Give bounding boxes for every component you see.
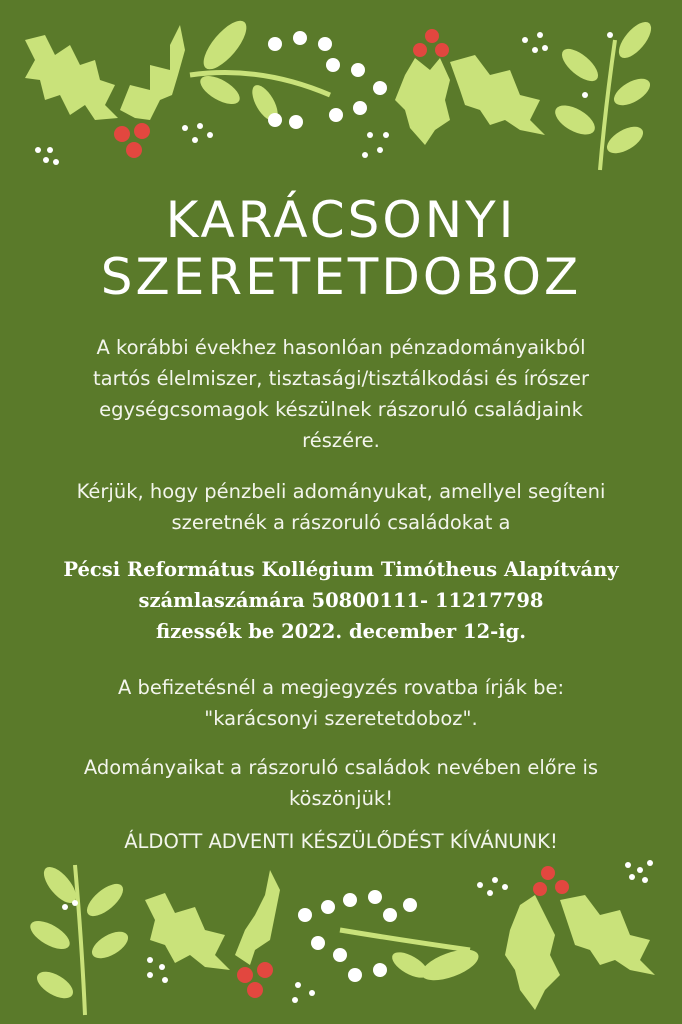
payment-details	[0, 554, 682, 647]
leaf-icon	[418, 943, 483, 986]
leaf-icon	[197, 14, 254, 75]
request-paragraph	[20, 476, 662, 538]
intro-line: A korábbi évekhez hasonlóan pénzadományaikból	[96, 336, 586, 359]
leaf-icon	[26, 915, 74, 954]
berry-icon	[413, 43, 427, 57]
holly-leaf-icon	[235, 870, 280, 965]
berry-icon	[368, 890, 382, 904]
berry-icon	[373, 81, 387, 95]
foundation-name: Pécsi Református Kollégium Timótheus Alapítvány	[63, 558, 619, 581]
holly-leaf-icon	[120, 25, 185, 120]
title-line-2: SZERETETDOBOZ	[100, 248, 582, 306]
berry-icon	[383, 908, 397, 922]
payment-deadline: fizessék be 2022. december 12-ig.	[155, 620, 527, 643]
closing-line: ÁLDOTT ADVENTI KÉSZÜLŐDÉST KÍVÁNUNK!	[124, 830, 558, 853]
berry-icon	[268, 37, 282, 51]
holly-leaf-icon	[560, 895, 655, 975]
berry-icon	[247, 982, 263, 998]
thanks-line: Adományaikat a rászoruló családok nevében előre is	[83, 756, 599, 779]
intro-line: egységcsomagok készülnek rászoruló családjaink	[99, 398, 583, 421]
account-number: számlaszámára 50800111- 11217798	[138, 589, 544, 612]
berry-icon	[533, 882, 547, 896]
berry-icon	[403, 898, 417, 912]
berry-icon	[351, 63, 365, 77]
berry-icon	[343, 893, 357, 907]
holly-leaf-icon	[450, 55, 545, 135]
berry-icon	[293, 31, 307, 45]
berry-icon	[326, 58, 340, 72]
holly-leaf-icon	[505, 895, 560, 1010]
note-line: "karácsonyi szeretetdoboz".	[204, 707, 478, 730]
berry-icon	[321, 900, 335, 914]
berry-icon	[348, 968, 362, 982]
thanks-line: köszönjük!	[288, 787, 394, 810]
berry-icon	[289, 115, 303, 129]
note-paragraph	[20, 672, 662, 734]
title-line-1: KARÁCSONYI	[165, 191, 517, 249]
berry-icon	[268, 113, 282, 127]
leaf-icon	[613, 17, 657, 64]
request-line: szeretnék a rászoruló családokat a	[171, 511, 511, 534]
berry-icon	[298, 908, 312, 922]
berry-icon	[435, 43, 449, 57]
bottom-holly-decoration	[0, 845, 682, 1024]
holly-leaf-icon	[145, 893, 230, 970]
top-holly-decoration	[0, 0, 682, 190]
berry-icon	[311, 936, 325, 950]
berry-icon	[425, 29, 439, 43]
intro-paragraph	[20, 332, 662, 456]
thanks-paragraph	[20, 752, 662, 814]
note-line: A befizetésnél a megjegyzés rovatba írják be:	[117, 676, 565, 699]
leaf-icon	[557, 43, 604, 87]
berry-icon	[541, 866, 555, 880]
berry-icon	[257, 962, 273, 978]
intro-line: részére.	[302, 429, 380, 452]
berry-icon	[114, 126, 130, 142]
berry-icon	[333, 948, 347, 962]
holly-leaf-icon	[25, 35, 118, 120]
berry-icon	[126, 142, 142, 158]
request-line: Kérjük, hogy pénzbeli adományukat, amellyel segíteni	[76, 480, 606, 503]
berry-icon	[318, 37, 332, 51]
berry-icon	[329, 108, 343, 122]
leaf-icon	[196, 70, 244, 109]
leaf-icon	[603, 121, 648, 158]
leaf-icon	[33, 966, 78, 1003]
berry-icon	[134, 123, 150, 139]
berry-icon	[237, 967, 253, 983]
intro-line: tartós élelmiszer, tisztasági/tisztálkodási és írószer	[93, 367, 589, 390]
leaf-icon	[550, 99, 599, 140]
leaf-icon	[610, 73, 655, 110]
leaf-icon	[88, 926, 133, 963]
holly-leaf-icon	[395, 58, 450, 145]
leaf-icon	[82, 878, 129, 922]
berry-icon	[555, 880, 569, 894]
berry-icon	[353, 101, 367, 115]
berry-icon	[373, 963, 387, 977]
page-title	[0, 192, 682, 306]
